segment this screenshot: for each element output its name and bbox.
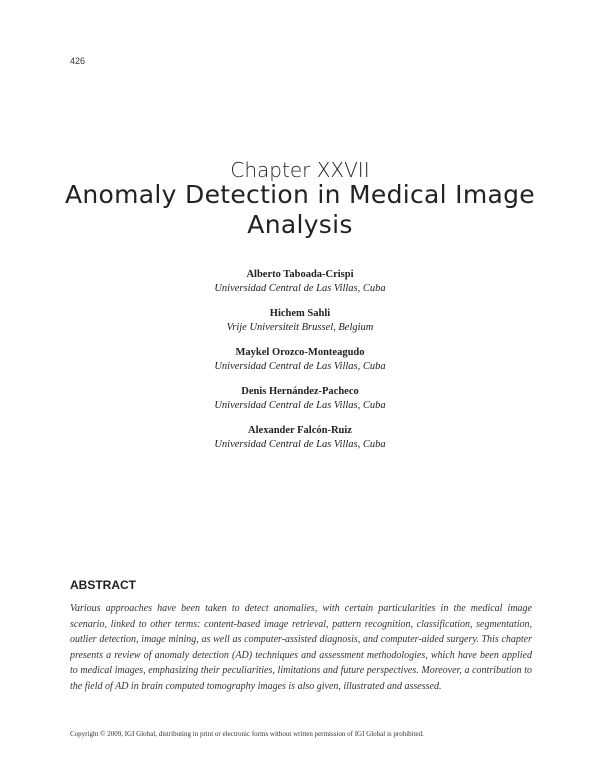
author-affiliation: Universidad Central de Las Villas, Cuba	[214, 361, 386, 372]
author-block	[0, 307, 600, 346]
page-number: 426	[70, 56, 86, 66]
author-list	[0, 268, 600, 463]
abstract-heading: ABSTRACT	[70, 578, 136, 592]
author-name: Maykel Orozco-Monteagudo	[235, 347, 365, 358]
author-block	[0, 268, 600, 307]
author-affiliation: Vrije Universiteit Brussel, Belgium	[226, 322, 374, 333]
author-name: Denis Hernández-Pacheco	[241, 386, 359, 397]
chapter-title: Anomaly Detection in Medical Image Analysis	[65, 180, 535, 239]
author-name: Alberto Taboada-Crispi	[246, 269, 354, 280]
author-block	[0, 385, 600, 424]
author-name: Alexander Falcón-Ruiz	[248, 425, 352, 436]
author-affiliation: Universidad Central de Las Villas, Cuba	[214, 400, 386, 411]
author-affiliation: Universidad Central de Las Villas, Cuba	[214, 283, 386, 294]
copyright-notice: Copyright © 2009, IGI Global, distributing in print or electronic forms without written permission of IGI Global is prohibited.	[70, 730, 424, 738]
chapter-label: Chapter XXVII	[230, 158, 370, 182]
author-name: Hichem Sahli	[269, 308, 331, 319]
author-block	[0, 424, 600, 463]
author-block	[0, 346, 600, 385]
author-affiliation: Universidad Central de Las Villas, Cuba	[214, 439, 386, 450]
abstract-text: Various approaches have been taken to detect anomalies, with certain particularities in the medical image scenario, linked to other terms: content-based image retrieval, pattern recognition, classification, segmentation, outlier detection, image mining, as well as computer-assisted diagnosis, and computer-aided surgery. This chapter presents a review of anomaly detection (AD) techniques and assessment methodologies, which have been applied to medical images, emphasizing their peculiarities, limitations and future perspectives. Moreover, a contribution to the field of AD in brain computed tomography images is also given, illustrated and assessed.	[70, 603, 532, 692]
